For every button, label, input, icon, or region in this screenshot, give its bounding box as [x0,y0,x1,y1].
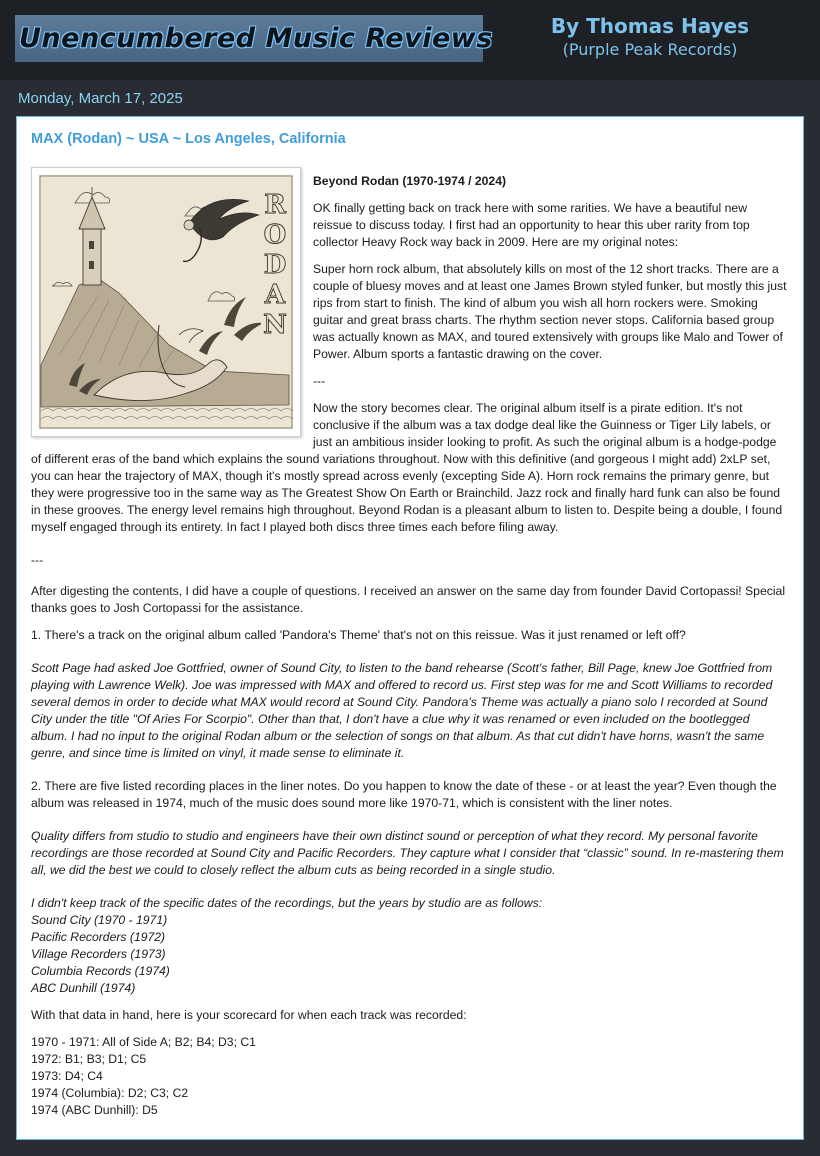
album-cover[interactable] [31,167,301,437]
scorecard-list [31,1034,789,1119]
paragraph: After digesting the contents, I did have a couple of questions. I received an answer on the same day from founder David Cortopassi! Special thanks goes to Josh Cortopassi for the assistance. [31,584,786,615]
post-title[interactable]: MAX (Rodan) ~ USA ~ Los Angeles, California [31,131,346,147]
paragraph: Super horn rock album, that absolutely kills on most of the 12 short tracks. There are a couple of bluesy moves and at least one James Brown styled funker, but mostly this just rips from start to finish. The kind of album you wish all horn rockers were. Smoking guitar and great brass charts. The rhythm section never stops. California based group was actually known as MAX, and toured extensively with groups like Malo and Tower of Power. Album sports a fantastic drawing on the cover. [313,262,787,361]
blog-byline [520,14,780,59]
paragraph: OK finally getting back on track here with some rarities. We have a beautiful new reissue to discuss today. I first had an opportunity to hear this uber rarity from top collector Heavy Rock way back in 2009. Here are my original notes: [313,201,750,249]
scorecard-item: 1974 (ABC Dunhill): D5 [31,1103,158,1117]
question: 2. There are five listed recording places in the liner notes. Do you happen to know the date of these - or at least the year? Even though the album was released in 1974, much of the music does sound more like 1970-71, which is consistent with the liner notes. [31,779,777,810]
cover-spine-letter: R [264,190,286,220]
answer: Quality differs from studio to studio and engineers have their own distinct sound or perception of what they record. My personal favorite recordings are those recorded at Sound City and Pacific Recorders. They capture what I consider that “classic” sound. In re-mastering them all, we did the best we could to closely reflect the album cuts as being recorded in a single studio. [31,829,784,877]
question: 1. There's a track on the original album called 'Pandora's Theme' that's not on this reissue. Was it just renamed or left off? [31,628,686,642]
blog-post [16,116,804,1140]
studio-item: Sound City (1970 - 1971) [31,913,168,927]
scorecard-item: 1973: D4; C4 [31,1069,103,1083]
blog-title[interactable]: Unencumbered Music Reviews [19,23,493,54]
separator: --- [31,553,44,567]
scorecard-item: 1970 - 1971: All of Side A; B2; B4; D3; C1 [31,1035,256,1049]
separator: --- [313,374,326,388]
cover-spine-letter: A [264,280,286,310]
scorecard-item: 1974 (Columbia): D2; C3; C2 [31,1086,189,1100]
answer: Scott Page had asked Joe Gottfried, owner of Sound City, to listen to the band rehearse (Scott's father, Bill Page, knew Joe Gottfried from playing with Lawrence Welk). Joe was impressed with MAX and offered to record us. First step was for me and Scott Williams to recorded several demos in order to decide what MAX would record at Sound City. Pandora's Theme was actually a piano solo I recorded at Sound City under the title "Of Aries For Scorpio". Other than that, I don't have a clue why it was renamed or even included on the bootlegged album. I had no input to the original Rodan album or the selection of songs on that album. As that cut didn't have horns, wasn't the same genre, and since time is limited on vinyl, it made sense to eliminate it. [31,661,773,760]
album-cover-illustration [39,175,293,429]
cover-spine-letter: D [263,250,287,280]
cover-spine-letter: O [263,220,287,250]
studio-item: Pacific Recorders (1972) [31,930,166,944]
blog-header [0,0,820,80]
studio-item: Village Recorders (1973) [31,947,166,961]
album-heading: Beyond Rodan (1970-1974 / 2024) [313,174,507,188]
paragraph: With that data in hand, here is your scorecard for when each track was recorded: [31,1008,467,1022]
blog-title-banner[interactable] [15,15,493,62]
author-name: By Thomas Hayes [550,14,750,38]
post-date: Monday, March 17, 2025 [18,90,183,107]
studio-list [31,912,789,997]
answer: I didn't keep track of the specific dates of the recordings, but the years by studio are as follows: [31,896,543,910]
scorecard-item: 1972: B1; B3; D1; C5 [31,1052,147,1066]
cover-spine-letter: N [263,310,287,340]
studio-item: ABC Dunhill (1974) [31,981,136,995]
paragraph: Now the story becomes clear. The original album itself is a pirate edition. It's not conclusive if the album was a tax dodge deal like the Guinness or Tiger Lily labels, or just an ambitious insider looking to profit. As such the original album is a hodge-podge of different eras of the band which explains the sound variations throughout. Now with this definitive (and gorgeous I might add) 2xLP set, you can hear the trajectory of MAX, though it's mostly spread across evenly (excepting Side A). Horn rock remains the primary genre, but they were progressive too in the same way as The Greatest Show On Earth or Brainchild. Jazz rock and finally hard funk can also be found in these grooves. The energy level remains high throughout. Beyond Rodan is a pleasant album to listen to. Despite being a double, I found myself engaged through its entirety. In fact I played both discs three times each before filing away. [31,401,783,534]
studio-item: Columbia Records (1974) [31,964,170,978]
author-label: (Purple Peak Records) [562,40,738,59]
